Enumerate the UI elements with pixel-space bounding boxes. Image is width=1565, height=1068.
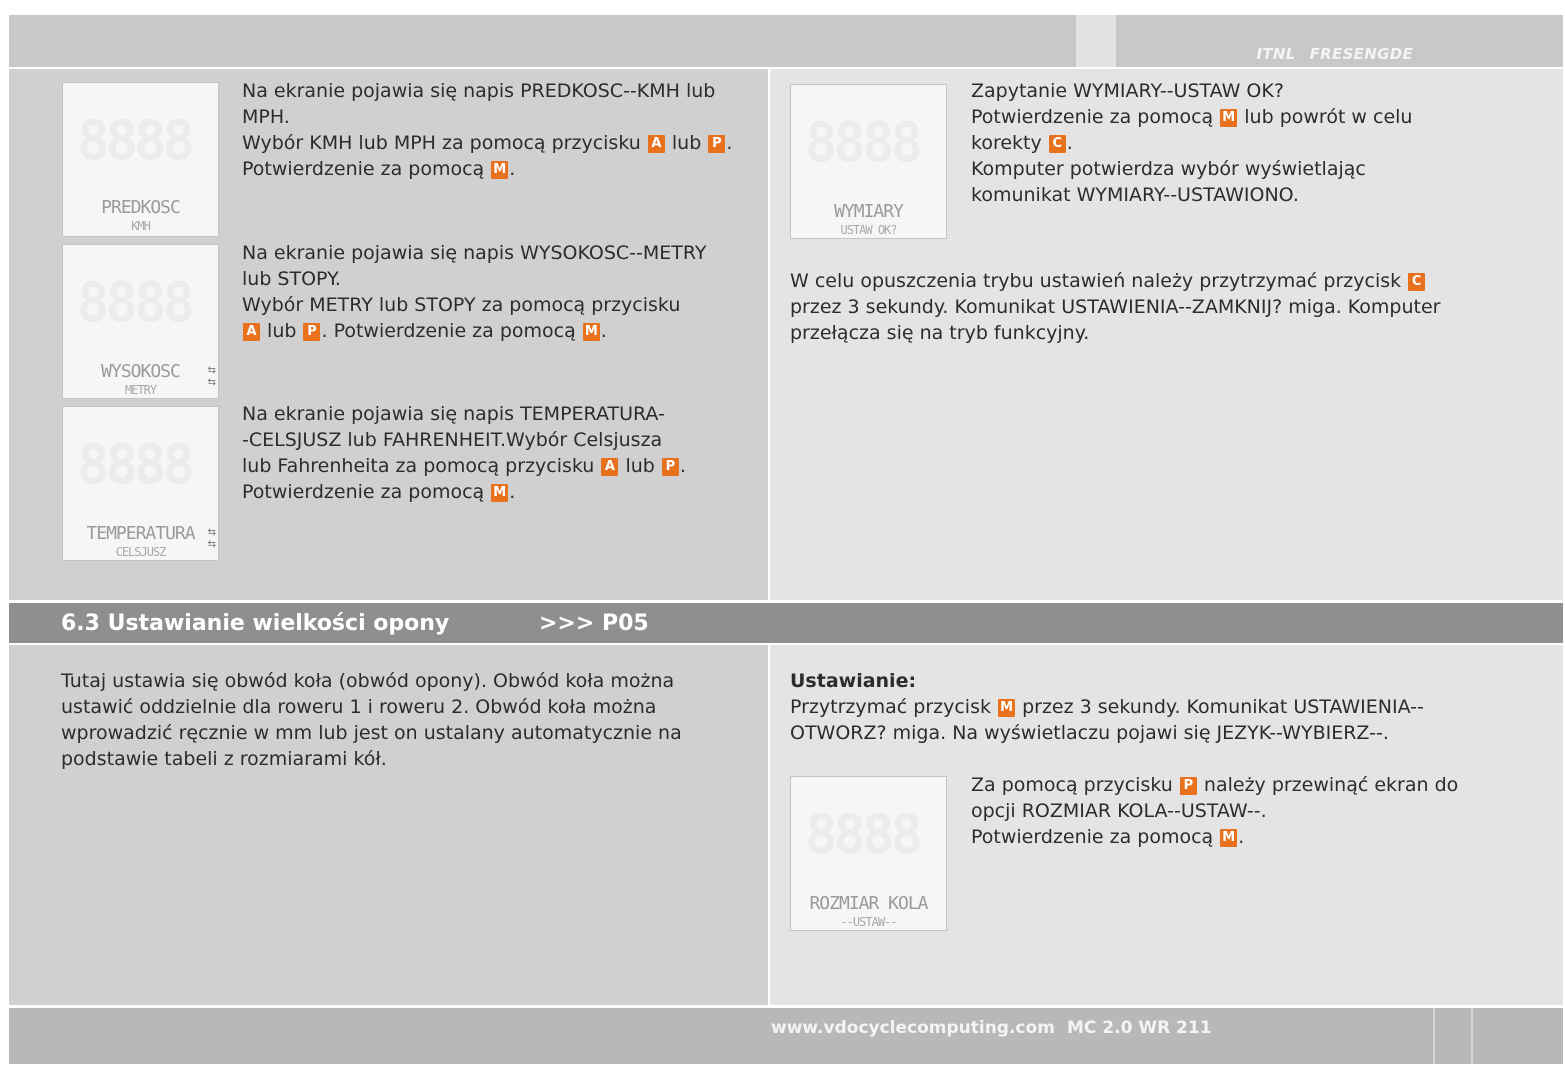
text-line: MPH. <box>242 106 290 128</box>
text-block-exit-settings <box>790 268 1441 346</box>
footer-url[interactable]: www.vdocyclecomputing.com <box>771 1018 1055 1038</box>
key-a-icon: A <box>243 323 260 341</box>
text-line: Potwierdzenie za pomocą M . <box>971 826 1245 848</box>
text-line: Wybór KMH lub MPH za pomocą przycisku A lub P . <box>242 132 733 154</box>
lcd-line1: TEMPERATURA <box>86 523 195 544</box>
lcd-digits: 8888 <box>805 111 920 174</box>
text-line: Tutaj ustawia się obwód koła (obwód opony). Obwód koła można <box>61 670 675 692</box>
lcd-line2: CELSJUSZ <box>115 545 166 559</box>
key-m-icon: M <box>998 699 1015 717</box>
text-line: Wybór METRY lub STOPY za pomocą przycisku <box>242 294 681 316</box>
key-m-icon: M <box>1220 829 1237 847</box>
key-p-icon: P <box>662 458 679 476</box>
key-a-icon: A <box>648 135 665 153</box>
language-codes <box>1243 45 1413 63</box>
key-p-icon: P <box>708 135 725 153</box>
lcd-speed-display <box>62 82 219 237</box>
lang-fr-es-en-gd: FRESENGDE <box>1309 45 1413 63</box>
key-a-icon: A <box>601 458 618 476</box>
text-block-intro <box>61 668 682 772</box>
lcd-line1: WYSOKOSC <box>101 361 180 382</box>
key-m-icon: M <box>491 484 508 502</box>
lcd-line1: PREDKOSC <box>101 197 180 218</box>
text-line: -CELSJUSZ lub FAHRENHEIT.Wybór Celsjusza <box>242 429 663 451</box>
text-line: Zapytanie WYMIARY--USTAW OK? <box>971 80 1284 102</box>
key-m-icon: M <box>1220 109 1237 127</box>
footer-model: MC 2.0 WR 211 <box>1067 1018 1212 1038</box>
lcd-digits: 8888 <box>805 803 920 866</box>
key-m-icon: M <box>491 161 508 179</box>
footer-divider <box>1471 1008 1473 1064</box>
lcd-line2: USTAW OK? <box>840 223 897 237</box>
text-line: W celu opuszczenia trybu ustawień należy przytrzymać przycisk C <box>790 268 1441 294</box>
footer-divider <box>1433 1008 1435 1064</box>
text-line: wprowadzić ręcznie w mm lub jest on ustalany automatycznie na <box>61 722 682 744</box>
text-line: przełącza się na tryb funkcyjny. <box>790 322 1090 344</box>
text-line: Na ekranie pojawia się napis TEMPERATURA- <box>242 403 665 425</box>
header-bar <box>9 15 1563 67</box>
text-line: ustawić oddzielnie dla roweru 1 i roweru 2. Obwód koła można <box>61 696 657 718</box>
text-line: Potwierdzenie za pomocą M . <box>242 158 516 180</box>
text-block-wheel-size <box>971 772 1458 850</box>
footer-bar <box>9 1008 1563 1064</box>
lcd-line2: METRY <box>124 383 157 397</box>
text-line: podstawie tabeli z rozmiarami kół. <box>61 748 387 770</box>
section-title: 6.3 Ustawianie wielkości opony <box>61 611 450 636</box>
lcd-digits: 8888 <box>77 433 192 496</box>
key-m-icon: M <box>583 323 600 341</box>
lcd-line2: KMH <box>131 219 150 233</box>
text-line: Potwierdzenie za pomocą M . <box>242 481 516 503</box>
text-block-dimensions <box>971 78 1412 208</box>
text-block-temperature <box>242 401 686 505</box>
text-line: opcji ROZMIAR KOLA--USTAW--. <box>971 800 1267 822</box>
lcd-temperature-display <box>62 406 219 561</box>
lcd-line1: ROZMIAR KOLA <box>809 893 928 914</box>
text-line: Potwierdzenie za pomocą M lub powrót w celu <box>971 106 1413 128</box>
key-c-icon: C <box>1408 273 1425 291</box>
key-p-icon: P <box>1180 777 1197 795</box>
text-block-setting <box>790 668 1424 746</box>
lcd-height-display <box>62 244 219 399</box>
lcd-arrows-icon: ⇆ ⇆ <box>207 365 216 388</box>
text-line: lub STOPY. <box>242 268 341 290</box>
lcd-digits: 8888 <box>77 109 192 172</box>
text-line: korekty C . <box>971 132 1073 154</box>
text-line: Za pomocą przycisku P należy przewinąć ekran do <box>971 774 1459 796</box>
text-line: Komputer potwierdza wybór wyświetlając <box>971 158 1366 180</box>
text-line: lub Fahrenheita za pomocą przycisku A lub P . <box>242 455 686 477</box>
lcd-line1: WYMIARY <box>834 201 903 222</box>
text-block-height <box>242 240 707 344</box>
text-line: Na ekranie pojawia się napis PREDKOSC--KMH lub <box>242 80 716 102</box>
text-line: A lub P . Potwierdzenie za pomocą M . <box>242 318 707 344</box>
text-line: Przytrzymać przycisk M przez 3 sekundy. Komunikat USTAWIENIA-- <box>790 696 1424 718</box>
text-line: przez 3 sekundy. Komunikat USTAWIENIA--ZAMKNIJ? miga. Komputer <box>790 296 1441 318</box>
lang-it-nl: ITNL <box>1256 45 1296 63</box>
key-c-icon: C <box>1049 135 1066 153</box>
lcd-line2: --USTAW-- <box>840 915 897 929</box>
lcd-wheel-size-display <box>790 776 947 931</box>
section-header <box>9 603 1563 643</box>
text-block-speed <box>242 78 732 182</box>
setting-heading: Ustawianie: <box>790 670 917 692</box>
key-p-icon: P <box>303 323 320 341</box>
text-line: OTWORZ? miga. Na wyświetlaczu pojawi się JEZYK--WYBIERZ--. <box>790 722 1389 744</box>
section-code: >>> P05 <box>539 611 649 636</box>
text-line: komunikat WYMIARY--USTAWIONO. <box>971 184 1299 206</box>
lcd-arrows-icon: ⇆ ⇆ <box>207 527 216 550</box>
text-line: Na ekranie pojawia się napis WYSOKOSC--METRY <box>242 242 707 264</box>
lcd-digits: 8888 <box>77 271 192 334</box>
header-notch <box>1076 15 1116 67</box>
lcd-dimensions-display <box>790 84 947 239</box>
